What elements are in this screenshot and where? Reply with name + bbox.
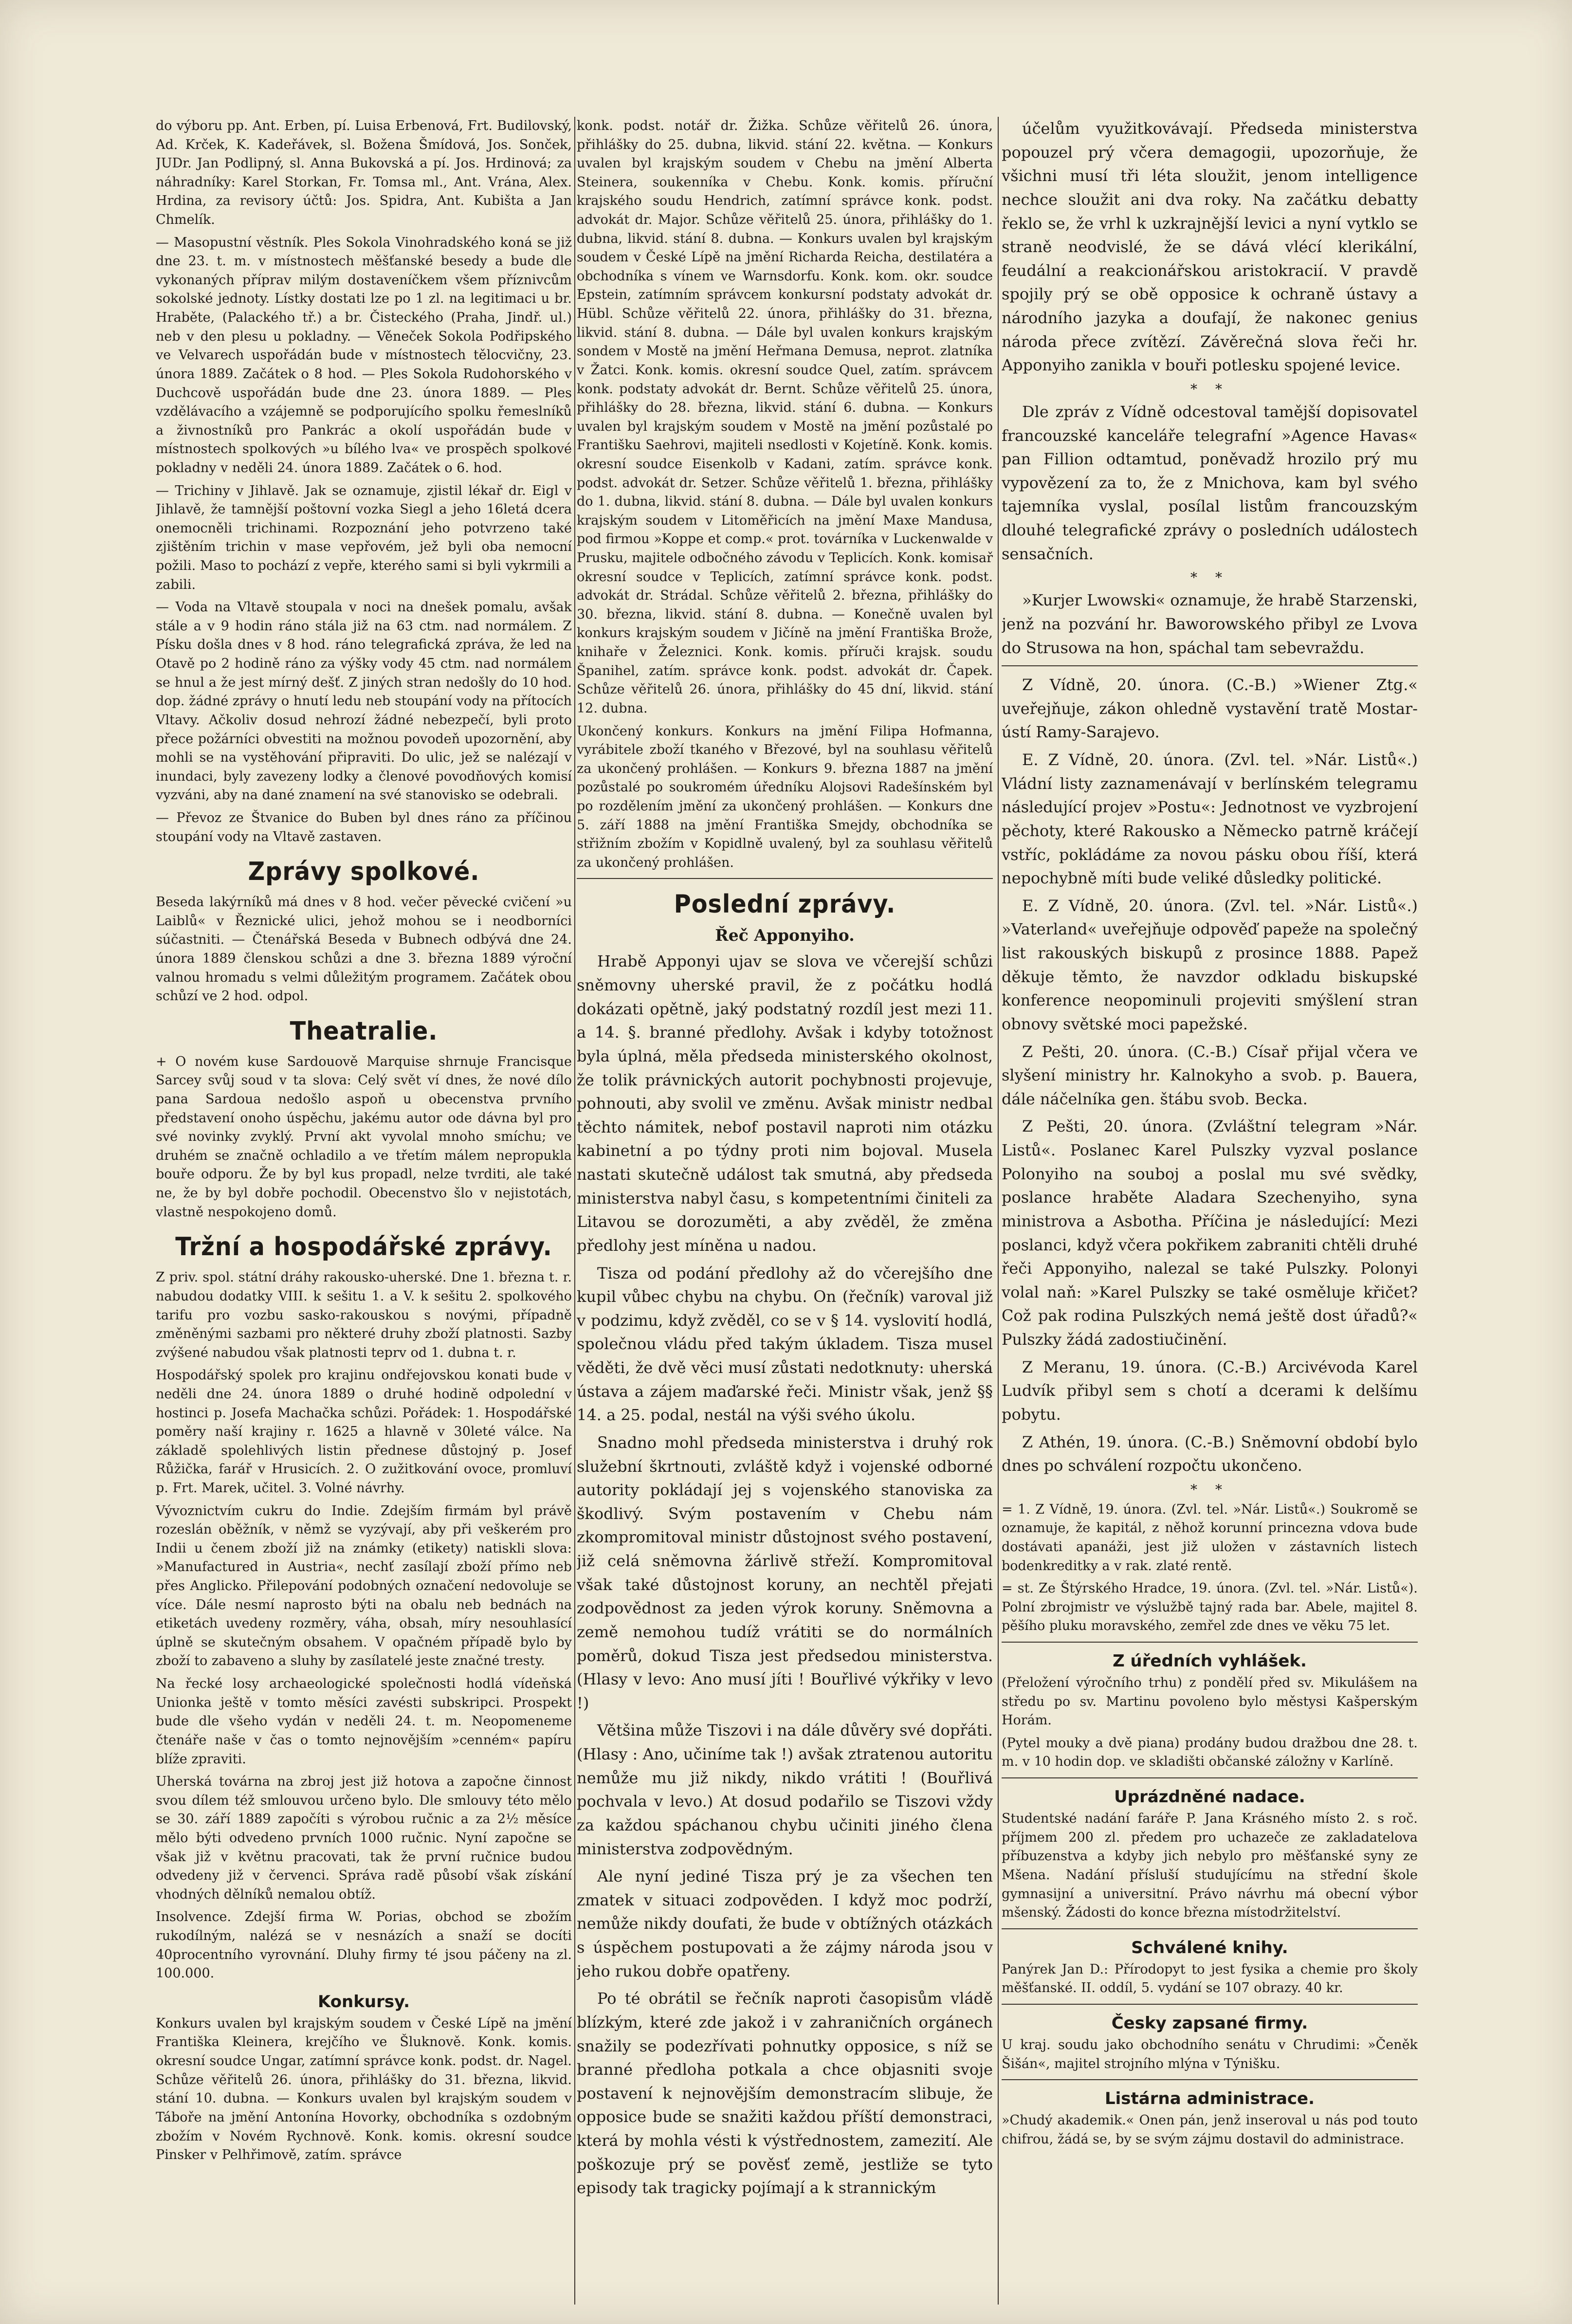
paragraph: Snadno mohl předseda ministerstva i druhý rok služební škrtnouti, zvláště když i vojenské odborné autority pokládají jej s vojenského stanoviska za škodlivý. Svým postavením v Chebu nám zkompromitoval ministr důstojnost svého postavení, již celá sněmovna žárlivě střeží. Kompromitoval však také důstojnost koruny, an nechtěl přejati zodpovědnost za jeden výrok koruny. Sněmovna a země nemohou tudíž vrátiti se do normálních poměrů, dokud Tisza jest předsedou ministerstva. (Hlasy v levo: Ano musí jíti ! Bouřlivé výkřiky v levo !) (577, 1433, 993, 1712)
divider (1002, 1777, 1418, 1778)
divider (577, 878, 993, 879)
paragraph: konk. podst. notář dr. Žižka. Schůze věřitelů 26. února, přihlášky do 25. dubna, likvid. stání 22. května. — Konkurs uvalen byl krajským soudem v Chebu na jmění Alberta Steinera, soukenníka v Chebu. Konk. komis. příruční krajského soudu Hendrich, zatímní správce konk. podst. advokát dr. Major. Schůze věřitelů 25. února, přihlášky do 1. dubna, likvid. stání 8. dubna. — Konkurs uvalen byl krajským soudem v České Lípě na jmění Richarda Reicha, destilatéra a obchodníka s vínem ve Warnsdorfu. Konk. kom. okr. soudce Epstein, zatímním správcem konkursní podstaty advokát dr. Hübl. Schůze věřitelů 22. února, přihlášky do 31. března, likvid. stání 8. dubna. — Dále byl uvalen konkurs krajským sondem v Mostě na jmění Heřmana Demusa, neprot. zlatníka v Žatci. Konk. komis. okresní soudce Quel, zatím. správcem konk. podstaty advokát dr. Bernt. Schůze věřitelů 25. února, přihlášky do 28. března, likvid. stání 6. dubna. — Konkurs uvalen byl krajským soudem v Mostě na jmění pozůstalé po Františku Saehrovi, majiteli nsedlosti v Kojetíně. Konk. komis. okresní soudce Eisenkolb v Kadani, zatím. správce konk. podst. advokát dr. Setzer. Schůze věřitelů 1. března, přihlášky do 1. dubna, likvid. stání 8. dubna. — Dále byl uvalen konkurs krajským soudem v Litoměřicích na jmění Maxe Mandusa, pod firmou »Koppe et comp.« prot. továrníka v Luckenwalde v Prusku, majitele odbočného závodu v Teplicích. Konk. komisař okresní soudce v Teplicích, zatímní správce konk. podst. advokát dr. Strádal. Schůze věřitelů 2. března, přihlášky do 30. března, likvid. stání 8. dubna. — Konečně uvalen byl konkurs krajským soudem v Jičíně na jmění Františka Brože, knihaře v Železnici. Konk. komis. příruči krajsk. soudu Španihel, zatím. správce konk. podst. advokát dr. Čapek. Schůze věřitelů 26. února, přihlášky do 45 dní, likvid. stání 12. dubna. (577, 118, 993, 716)
paragraph: účelům využitkovávají. Předseda ministerstva popouzel prý včera demagogii, upozorňuje, že všichni musí tři léta sloužit, jenom intelligence nechce sloužit ani dva roky. Na začátku debatty řeklo se, že vrhl k uzkrajnější levici a nyní vytklo se straně neodvislé, že se dává vlécí klerikální, feudální a reakcionářskou aristokracií. V pravdě spojily prý se obě opposice k ochraně ústavy a národního jazyka a doufají, že nakonec genius národa přece zvítězí. Závěrečná slova řeči hr. Apponyiho zanikla v bouři potlesku spojené levice. (1002, 119, 1418, 375)
paragraph: Z Vídně, 20. února. (C.-B.) »Wiener Ztg.« uveřejňuje, zákon ohledně vystavění tratě Mostar-ústí Ramy-Sarajevo. (1002, 676, 1418, 742)
separator-stars: * * (1190, 569, 1229, 586)
column-3 (1002, 117, 1418, 2305)
divider (1002, 2004, 1418, 2005)
paragraph: Beseda lakýrníků má dnes v 8 hod. večer pěvecké cvičení »u Laiblů« v Řeznické ulici, jehož mohou se i neodborníci súčastniti. — Čtenářská Beseda v Bubnech odbývá dne 24. února 1889 členskou schůzi a dne 3. března 1889 výroční valnou hromadu s velmi důležitým programem. Začátek obou schůzí ve 2 hod. odpol. (156, 895, 572, 1004)
paragraph: = 1. Z Vídně, 19. února. (Zvl. tel. »Nár. Listů«.) Soukromě se oznamuje, že kapitál, z něhož korunní princezna vdova bude dostávati apanáži, jest již uložen v zástavních listech bodenkreditky a v rak. zlaté rentě. (1002, 1501, 1418, 1574)
section-heading: Theatralie. (290, 1016, 438, 1046)
paragraph: Z Athén, 19. února. (C.-B.) Sněmovní období bylo dnes po schválení rozpočtu ukončeno. (1002, 1432, 1418, 1475)
section-heading: Tržní a hospodářské zprávy. (175, 1232, 552, 1262)
paragraph: Hrabě Apponyi ujav se slova ve včerejší schůzi sněmovny uherské pravil, že z počátku hodlá dokázati opětně, jaký podstatný rozdíl jest mezi 11. a 14. §. branné předlohy. Avšak i kdyby totožnost byla úplná, měla předseda ministerského okolnost, že tolik právnických autorit pochybnosti projevuje, pohnouti, aby svolil ve změnu. Avšak ministr nedbal těchto námitek, nebof postavil naproti nim otázku kabinetní a po týdny proti nim bojoval. Musela nastati skutečně událost tak smutná, aby předseda ministerstva nabyl času, s kompetentními činiteli za Litavou se dorozuměti, a aby zvěděl, že změna předlohy jest míněna u nadou. (577, 952, 993, 1255)
paragraph: — Trichiny v Jihlavě. Jak se oznamuje, zjistil lékař dr. Eigl v Jihlavě, že tamnější poštovní vozka Siegl a jeho 16letá dcera onemocněli trichinami. Rozpoznání jeho potvrzeno také zjištěním trichin v mase vepřovém, jež byli oba nemocní požili. Maso to pochází z vepře, kterého sami si byli vykrmili a zabili. (156, 483, 572, 592)
paragraph: »Kurjer Lwowski« oznamuje, že hrabě Starzenski, jenž na pozvání hr. Baworowského přibyl ze Lvova do Strusowa na hon, spáchal tam sebevraždu. (1002, 591, 1418, 657)
paragraph: Panýrek Jan D.: Přírodopyt to jest fysika a chemie pro školy měšťanské. II. oddíl, 5. vydání se 107 obrazy. 40 kr. (1002, 1961, 1418, 1996)
section-heading: Česky zapsané firmy. (1111, 2013, 1308, 2033)
divider (1002, 665, 1418, 666)
divider (1002, 2079, 1418, 2080)
section-heading: Konkursy. (317, 1992, 410, 2012)
paragraph: (Přeložení výročního trhu) z pondělí před sv. Mikulášem na středu po sv. Martinu povoleno bylo městysi Kašperským Horám. (1002, 1675, 1418, 1728)
paragraph: Po té obrátil se řečník naproti časopisům vládě blízkým, které zde jakož i v zahraničních orgánech snažily se podezřívati pohnutky opposice, s níž se branné předloha potkala a chce objasniti svoje postavení k nejnovějším demonstracím slibuje, že opposice bude se snažiti každou příští demonstraci, která by mohla vésti k výstřednostem, zamezití. Ale poškozuje prý se pověsť země, jestliže se tyto episody tak tragicky pojímají a k strannickým (577, 1989, 993, 2197)
paragraph: — Masopustní věstník. Ples Sokola Vinohradského koná se již dne 23. t. m. v místnostech měšťanské besedy a bude dle vykonaných příprav milým dostaveníčkem všem příznivcům sokolské jednoty. Lístky dostati lze po 1 zl. na legitimaci u br. Hraběte, (Palackého tř.) a br. Čisteckého (Praha, Jindř. ul.) neb v den plesu u pokladny. — Věneček Sokola Podřipského ve Velvarech uspořádán bude v místnostech tělocvičny, 23. února 1889. Začátek o 8 hod. — Ples Sokola Rudohorského v Duchcově uspořádán bude dne 23. února 1889. — Ples vzdělávacího a vzájemně se podporujícího spolku řemeslníků a živnostníků pro Pankrác a okolí uspořádán bude v místnostech spolkových »u bílého lva« ve prospěch spolkové pokladny v neděli 24. února 1889. Začátek o 6. hod. (156, 235, 572, 476)
column-rule (998, 117, 999, 2305)
section-heading: Zprávy spolkové. (248, 857, 480, 887)
divider (1002, 1642, 1418, 1643)
paragraph: Hospodářský spolek pro krajinu ondřejovskou konati bude v neděli dne 24. února 1889 o druhé hodině odpolední v hostinci p. Josefa Machačka schůzi. Pořádek: 1. Hospodářské poměry naší krajiny r. 1625 a hlavně v 30leté válce. Na základě spolehlivých listin přednese důstojný p. Josef Růžička, farář v Hrusicích. 2. O zužitkování ovoce, promluví p. Frt. Marek, učitel. 3. Volné návrhy. (156, 1368, 572, 1496)
paragraph: Ukončený konkurs. Konkurs na jmění Filipa Hofmanna, vyrábitele zboží tkaného v Březové, byl na souhlasu věřitelů za ukončený prohlášen. — Konkurs 9. března 1887 na jmění pozůstalé po soukromém úředníku Alojsovi Radešínském byl po rozdělením jmění za ukončený prohlášen. — Konkurs dne 5. září 1888 na jmění Františka Smejdy, obchodníka se střižním zbožím v Kopidlně uvalený, byl za souhlasu věřitelů za ukončený prohlášen. (577, 723, 993, 870)
paragraph: Většina může Tiszovi i na dále důvěry své dopřáti. (Hlasy : Ano, učiníme tak !) avšak ztratenou autoritu nemůže mu již nikdy, nikdo vrátiti ! (Bouřlivá pochvala v levo.) At dosud podařilo se Tiszovi vždy za každou spáchanou chybu učiniti jiného člena ministerstva zodpovědným. (577, 1721, 993, 1858)
paragraph: Ale nyní jediné Tisza prý je za všechen ten zmatek v situaci zodpověden. I když moc podrží, nemůže nikdy doufati, že bude v obtížných otázkách s úspěchem postupovati a že zájmy národa jsou v jeho rukou dobře opatřeny. (577, 1867, 993, 1980)
column-1 (156, 117, 572, 2305)
paragraph: E. Z Vídně, 20. února. (Zvl. tel. »Nár. Listů«.) Vládní listy zaznamenávají v berlínském telegramu následující projev »Postu«: Jednotnost ve vyzbrojení pěchoty, které Rakousko a Německo patrně kráčejí vstříc, pokládáme za novou pásku obou říší, která nepochybně míti bude veliké důsledky politické. (1002, 750, 1418, 888)
paragraph: Z Pešti, 20. února. (Zvláštní telegram »Nár. Listů«. Poslanec Karel Pulszky vyzval poslance Polonyiho na souboj a poslal mu své svědky, poslance hraběte Aladara Szechenyiho, syna ministrova a Asbotha. Příčina je následující: Mezi poslanci, když včera pokřikem zabraniti chtěli druhé řeči Apponyiho, nalezal se také Pulszky. Polonyi volal naň: »Karel Pulszky se také osměluje křičet? Což pak rodina Pulszkých nemá ještě dost úřadů?« Pulszky žádá zadostiučinění. (1002, 1117, 1418, 1349)
paragraph: (Pytel mouky a dvě piana) prodány budou dražbou dne 28. t. m. v 10 hodin dop. ve skladišti občanské záložny v Karlíně. (1002, 1735, 1418, 1770)
paragraph: Konkurs uvalen byl krajským soudem v České Lípě na jmění Františka Kleinera, krejčího ve Šluknově. Konk. komis. okresní soudce Ungar, zatímní správce konk. podst. dr. Nagel. Schůze věřitelů 26. února, přihlášky do 31. března, likvid. stání 10. dubna. — Konkurs uvalen byl krajským soudem v Táboře na jmění Antonína Hovorky, obchodníka s ozdobným zbožím v Novém Rychnově. Konk. komis. okresní soudce Pinsker v Pelhřimově, zatím. správce (156, 2015, 572, 2163)
paragraph: = st. Ze Štýrského Hradce, 19. února. (Zvl. tel. »Nár. Listů«). Polní zbrojmistr ve výslužbě tajný rada bar. Abele, majitel 8. pěšího pluku moravského, zemřel zde dnes ve věku 75 let. (1002, 1581, 1418, 1634)
paragraph: + O novém kuse Sardouově Marquise shrnuje Francisque Sarcey svůj soud v ta slova: Celý svět ví dnes, že nové dílo pana Sardoua nedošlo aspoň u obecenstva prvního představení onoho úspěchu, jakému autor ode dávna byl pro své novinky zvyklý. První akt vyvolal mnoho smíchu; ve druhém se značně ochladilo a ve třetím málem nepropukla bouře odporu. Že by byl kus propadl, nelze tvrditi, ale také ne, že by byl dobře pochodil. Obecenstvo šlo v nejistotách, vlastně nespokojeno domů. (156, 1054, 572, 1220)
paragraph: Insolvence. Zdejší firma W. Porias, obchod se zbožím rukodílným, nalézá se v nesnázích a snaží se docíti 40procentního vyrovnání. Dluhy firmy té jsou páčeny na zl. 100.000. (156, 1909, 572, 1981)
paragraph: Z priv. spol. státní dráhy rakousko-uherské. Dne 1. března t. r. nabudou dodatky VIII. k sešitu 1. a V. k sešitu 2. spolkového tarifu pro vozbu sasko-rakouskou s novými, případně změněnými sazbami pro některé druhy zboží platnosti. Sazby zvýšené nabudou však platnosti teprv od 1. dubna t. r. (156, 1270, 572, 1360)
paragraph: Uherská továrna na zbroj jest již hotova a započne činnost svou dílem též smlouvou určeno bylo. Dle smlouvy této mělo se 30. září 1889 započíti s výrobou ručnic a za 2½ měsíce mělo býti odvedeno prvních 1000 ručnic. Nyní započne se však již v květnu pracovati, tak že první ručnice budou odvedeny již v červenci. Správa radě působí však získání vhodných dělníků nemalou obtíž. (156, 1774, 572, 1902)
paragraph: U kraj. soudu jako obchodního senátu v Chrudimi: »Čeněk Šišán«, majitel strojního mlýna v Týnišku. (1002, 2037, 1418, 2071)
column-rule (574, 117, 575, 2305)
section-heading: Z úředních vyhlášek. (1113, 1651, 1307, 1671)
paragraph: do výboru pp. Ant. Erben, pí. Luisa Erbenová, Frt. Budilovský, Ad. Krček, K. Kadeřávek, sl. Božena Šmídová, Jos. Sonček, JUDr. Jan Podlipný, sl. Anna Bukovská a pí. Jos. Hrdinová; za náhradníky: Karel Storkan, Fr. Tomsa ml., Ant. Vrána, Alex. Hrdina, za revisory účtů: Jos. Spidra, Ant. Kubišta a Jan Chmelík. (156, 118, 572, 228)
paragraph: »Chudý akademik.« Onen pán, jenž inseroval u nás pod touto chifrou, žádá se, by se svým zájmu dostavil do administrace. (1002, 2113, 1418, 2147)
paragraph: — Voda na Vltavě stoupala v noci na dnešek pomalu, avšak stále a v 9 hodin ráno stála již na 63 ctm. nad normálem. Z Písku došla dnes v 8 hod. ráno telegrafická zpráva, že led na Otavě po 2 hodině ráno za výšky vody 45 ctm. nad normálem se hnul a že jest mírný dešť. Z jiných stran nedošly do 10 hod. dop. žádné zprávy o hnutí ledu neb stoupání vody na přítocích Vltavy. Ačkoliv dosud nehrozí žádné nebezpečí, byli proto přece požárníci obvestiti na možnou povodeň upozornění, aby mohli se na vystěhování připraviti. Do ulic, jež se nalézají v inundaci, byly zavezeny lodky a členové povodňových komisí vyzváni, aby na dané znamení na své stanovisko se odebrali. (156, 600, 572, 803)
paragraph: — Převoz ze Štvanice do Buben byl dnes ráno za příčinou stoupání vody na Vltavě zastaven. (156, 810, 572, 844)
divider (1002, 1928, 1418, 1929)
paragraph: Vývoznictvím cukru do Indie. Zdejším firmám byl právě rozeslán oběžník, v němž se vyzývají, aby při veškerém pro Indii u čenem zboží již na známky (etikety) natiskli slova: »Manufactured in Austria«, nechť zasílají zboží přímo neb přes Anglicko. Přilepování podobných označení nedovoluje se více. Dále nesmí naprosto býti na obalu neb bednách na etiketách uvedeny rozměry, váha, obsah, míry nesouhlasící úplně se skutečným obsahem. V opačném případě bylo by zboží to zabaveno a sluhy by zasílatelé jeste značné tresty. (156, 1503, 572, 1669)
paragraph: Z Meranu, 19. února. (C.-B.) Arcivévoda Karel Ludvík přibyl sem s chotí a dcerami k delšímu pobytu. (1002, 1357, 1418, 1424)
paragraph: Z Pešti, 20. února. (C.-B.) Císař přijal včera ve slyšení ministry hr. Kalnokyho a svob. p. Bauera, dále náčelníka gen. štábu svob. Becka. (1002, 1042, 1418, 1108)
paragraph: Na řecké losy archaeologické společnosti hodlá vídeňská Unionka ještě v tomto měsíci zavésti subskripci. Prospekt bude dle všeho vydán v neděli 24. t. m. Neopomeneme čtenáře naše v čas o tomto nejnovějším »cenném« papíru blíže zpraviti. (156, 1676, 572, 1767)
section-heading: Listárna administrace. (1104, 2089, 1315, 2109)
paragraph: E. Z Vídně, 20. února. (Zvl. tel. »Nár. Listů«.) »Vaterland« uveřejňuje odpověď papeže na společný list rakouských biskupů z prosince 1888. Papež děkuje těmto, že navzdor odkladu biskupské konference neopominuli projeviti smýšlení stran obnovy světské moci papežské. (1002, 896, 1418, 1033)
section-heading: Schválené knihy. (1131, 1938, 1288, 1958)
column-2 (577, 117, 993, 2305)
separator-stars: * * (1190, 381, 1229, 397)
section-heading: Uprázdněné nadace. (1114, 1787, 1305, 1807)
section-heading: Poslední zprávy. (674, 890, 896, 919)
separator-stars: * * (1190, 1481, 1229, 1498)
paragraph: Dle zpráv z Vídně odcestoval tamější dopisovatel francouzské kanceláře telegrafní »Agence Havas« pan Fillion odtamtud, poněvadž hrozilo prý mu vypovězení za to, že z Mnichova, kam byl svého tajemníka vyslal, posílal listům francouzským dlouhé telegrafické zprávy o posledních událostech sensačních. (1002, 402, 1418, 563)
paragraph: Tisza od podání předlohy až do včerejšího dne kupil vůbec chybu na chybu. On (řečník) varoval již v podzimu, když zvěděl, co se v § 14. vyslovití hodlá, společnou vládu před takým úkladem. Tisza musel věděti, že dvě věci musí zůstati nedotknuty: uherská ústava a zájem maďarské řeči. Ministr však, jenž §§ 14. a 25. podal, nestál na výši svého úkolu. (577, 1263, 993, 1425)
article-heading: Řeč Apponyiho. (715, 926, 855, 945)
paragraph: Studentské nadání faráře P. Jana Krásného místo 2. s roč. příjmem 200 zl. předem pro uchazeče ze zakladatelova příbuzenstva a kdyby jich nebylo pro měšťanské syny ze Mšena. Nadání přísluší studujícímu na střední škole gymnasijní a universitní. Právo návrhu má obecní výbor mšenský. Žádosti do konce března místodržitelství. (1002, 1811, 1418, 1921)
